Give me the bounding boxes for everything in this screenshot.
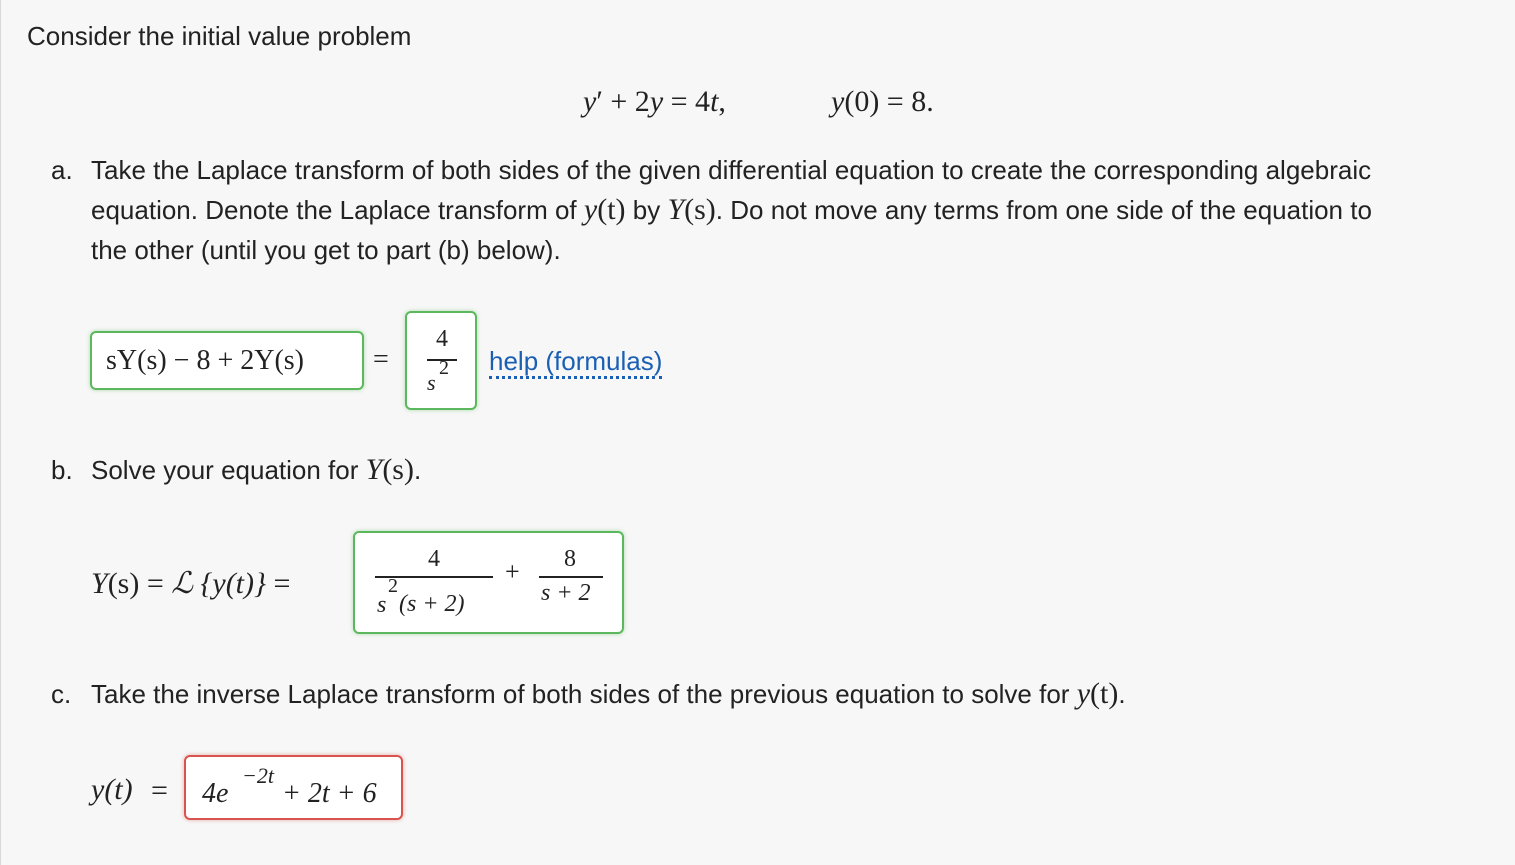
part-c-text-pre: Take the inverse Laplace transform of both sides of the previous equation to solve for xyxy=(91,679,1077,709)
part-b-text-post: . xyxy=(413,455,422,485)
part-b-lhs-eq: = xyxy=(146,567,172,600)
ivp-eq: = 4 xyxy=(670,85,711,118)
part-a-line3: the other (until you get to part (b) below). xyxy=(91,235,561,265)
part-a-Y: Y xyxy=(667,193,685,226)
part-a-marker: a. xyxy=(51,155,73,185)
ans-exponent: −2t xyxy=(242,763,274,788)
part-c-equals: = xyxy=(151,774,168,807)
ivp-y2: y xyxy=(649,85,664,118)
frac2-bar xyxy=(539,576,603,578)
ivp-t: t xyxy=(710,85,719,118)
part-b-s: (s) xyxy=(382,453,414,486)
part-a-line2 xyxy=(91,190,1372,230)
part-a-by: by xyxy=(625,195,668,225)
laplace-L-symbol: ℒ xyxy=(171,567,193,600)
help-formulas-link[interactable]: help (formulas) xyxy=(489,346,662,379)
part-c-y: y xyxy=(1076,677,1091,710)
ivp-equation xyxy=(583,82,726,122)
inverse-laplace-answer-input[interactable] xyxy=(184,755,403,820)
part-a-line2-post: . Do not move any terms from one side of the equation to xyxy=(715,195,1372,225)
part-c-lhs: y(t) xyxy=(91,773,133,806)
part-a-y: y xyxy=(583,193,598,226)
rhs-numerator: 4 xyxy=(436,326,448,352)
ic-y: y xyxy=(831,85,845,118)
frac1-den-s: s xyxy=(377,592,387,618)
ic-rest: (0) = 8. xyxy=(844,85,934,118)
frac2-numerator: 8 xyxy=(564,546,576,572)
part-b-text xyxy=(91,450,421,490)
laplace-lhs-answer-value: sY(s) − 8 + 2Y(s) xyxy=(106,345,305,376)
frac1-numerator: 4 xyxy=(428,546,440,572)
part-b-Y: Y xyxy=(365,453,383,486)
part-b-lhs-brace: {y(t)} xyxy=(200,567,266,600)
part-c-marker: c. xyxy=(51,679,72,709)
ans-base: 4e xyxy=(202,778,229,809)
frac2-denominator: s + 2 xyxy=(541,580,591,606)
part-c-text xyxy=(91,674,1126,714)
intro-text: Consider the initial value problem xyxy=(27,21,412,51)
part-c-t: (t) xyxy=(1090,677,1119,710)
part-b-marker: b. xyxy=(51,455,73,485)
part-b-text-pre: Solve your equation for xyxy=(91,455,366,485)
part-b-lhs-Y: Y xyxy=(91,567,108,600)
ivp-prime: ′ xyxy=(596,85,603,118)
rhs-exponent: 2 xyxy=(439,357,449,379)
ivp-y: y xyxy=(583,85,597,118)
part-a-s: (s) xyxy=(684,193,716,226)
ivp-comma: , xyxy=(718,85,726,118)
part-b-lhs xyxy=(91,564,290,604)
laplace-lhs-answer-input[interactable] xyxy=(90,331,364,390)
rhs-denominator: s xyxy=(427,370,436,395)
part-a-t: (t) xyxy=(597,193,626,226)
part-b-lhs-eq2: = xyxy=(273,567,291,600)
frac1-den-rest: (s + 2) xyxy=(399,591,465,617)
part-b-plus: + xyxy=(505,557,520,586)
frac1-den-exp: 2 xyxy=(388,575,398,597)
part-a-line1: Take the Laplace transform of both sides of the given differential equation to create the corresponding algebraic xyxy=(91,155,1372,185)
part-c-text-post: . xyxy=(1118,679,1126,709)
part-b-lhs-s: (s) xyxy=(107,567,140,600)
ivp-plus: + 2 xyxy=(610,85,650,118)
laplace-rhs-answer-input[interactable] xyxy=(405,311,477,410)
part-a-equals: = xyxy=(373,344,389,375)
ans-rest: + 2t + 6 xyxy=(282,778,377,809)
ivp-initial-condition xyxy=(831,82,934,122)
laplace-Y-answer-input[interactable] xyxy=(353,531,624,634)
part-a-line2-pre: equation. Denote the Laplace transform of xyxy=(91,195,584,225)
